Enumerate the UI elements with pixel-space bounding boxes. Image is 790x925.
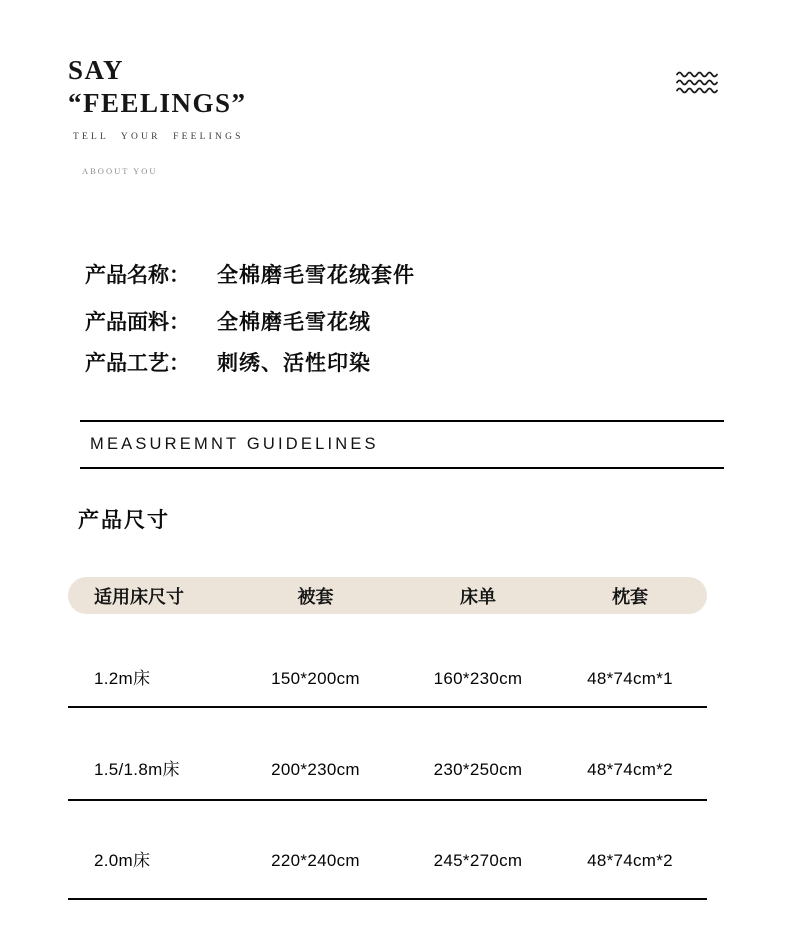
col-header-bed-size: 适用床尺寸 [94,586,184,607]
measurement-guidelines-text: MEASUREMNT GUIDELINES [90,435,379,453]
brand-block [68,54,247,176]
product-info-row-craft [85,350,415,377]
product-craft-label: 产品工艺： [85,352,190,375]
cell-bed-size: 1.2m床 [94,669,151,688]
table-row [68,708,707,801]
size-table-header-row [68,577,707,614]
col-header-pillowcase: 枕套 [612,586,648,607]
cell-bed-size: 1.5/1.8m床 [94,760,180,779]
product-name-label: 产品名称： [85,264,190,287]
brand-tagline: TELL YOUR FEELINGS [73,132,244,142]
cell-pillowcase: 48*74cm*2 [587,851,673,870]
cell-duvet-cover: 150*200cm [271,669,360,688]
col-header-duvet-cover: 被套 [297,586,334,607]
cell-pillowcase: 48*74cm*1 [587,669,673,688]
cell-bed-sheet: 245*270cm [433,851,523,870]
product-name-value: 全棉磨毛雪花绒套件 [217,264,415,287]
product-fabric-label: 产品面料： [85,311,190,334]
brand-title-line2: “FEELINGS” [68,88,247,118]
table-row [68,614,707,708]
product-info [85,262,415,397]
cell-bed-sheet: 230*250cm [433,760,523,779]
cell-pillowcase: 48*74cm*2 [587,760,673,779]
size-table [68,577,707,900]
cell-bed-size: 2.0m床 [94,851,151,870]
product-info-row-fabric [85,309,415,336]
cell-duvet-cover: 200*230cm [271,760,360,779]
waves-icon [676,70,718,95]
brand-title-line1: SAY [68,55,125,85]
col-header-bed-sheet: 床单 [460,586,496,607]
brand-subtagline: ABOOUT YOU [82,166,158,176]
product-info-row-name [85,262,415,289]
measurement-guidelines-banner [80,420,724,469]
table-row [68,801,707,900]
product-craft-value: 刺绣、活性印染 [217,352,371,375]
size-section-heading: 产品尺寸 [78,509,170,532]
cell-bed-sheet: 160*230cm [433,669,523,688]
product-fabric-value: 全棉磨毛雪花绒 [217,311,371,334]
cell-duvet-cover: 220*240cm [271,851,360,870]
